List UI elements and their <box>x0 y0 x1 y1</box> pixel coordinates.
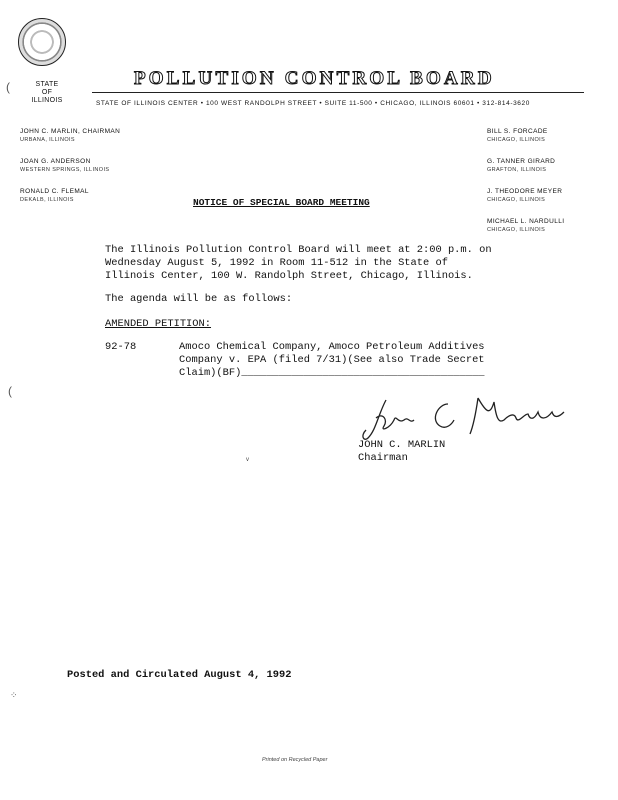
state-line-2: OF <box>41 89 53 96</box>
member <box>487 218 597 234</box>
margin-mark: ( <box>8 384 12 398</box>
state-line-3: ILLINOIS <box>31 97 63 104</box>
member-location: DEKALB, ILLINOIS <box>20 197 74 203</box>
board-address: STATE OF ILLINOIS CENTER • 100 WEST RANDOLPH STREET • SUITE 11-500 • CHICAGO, ILLINOIS 60601 • 312-814-3620 <box>96 100 530 107</box>
signer-title: Chairman <box>358 452 408 464</box>
header-rule <box>92 92 584 93</box>
stray-mark: v <box>246 457 249 463</box>
board-title: POLLUTION CONTROL BOARD <box>134 68 495 89</box>
member <box>20 158 180 174</box>
margin-mark: ( <box>6 80 10 94</box>
member-location: CHICAGO, ILLINOIS <box>487 197 546 203</box>
member-name: BILL S. FORCADE <box>487 128 548 135</box>
agenda-intro: The agenda will be as follows: <box>105 293 293 305</box>
members-left <box>20 128 180 218</box>
state-seal <box>18 18 66 66</box>
member <box>487 128 597 144</box>
member-location: CHICAGO, ILLINOIS <box>487 227 546 233</box>
state-label <box>20 81 74 105</box>
notice-title: NOTICE OF SPECIAL BOARD MEETING <box>193 197 370 208</box>
member-name: JOAN G. ANDERSON <box>20 158 91 165</box>
member-name: G. TANNER GIRARD <box>487 158 556 165</box>
posted-date: Posted and Circulated August 4, 1992 <box>67 669 292 681</box>
member <box>20 128 180 144</box>
member-location: CHICAGO, ILLINOIS <box>487 137 546 143</box>
member <box>20 188 180 204</box>
agenda-item-text: Amoco Chemical Company, Amoco Petroleum Additives Company v. EPA (filed 7/31)(See also Trade Secret Claim)(BF)_______________________________________ <box>179 341 485 379</box>
members-right <box>487 128 597 248</box>
member-name: J. THEODORE MEYER <box>487 188 563 195</box>
meeting-paragraph: The Illinois Pollution Control Board will meet at 2:00 p.m. on Wednesday August 5, 1992 in Room 11-512 in the State of Illinois Center, 100 W. Randolph Street, Chicago, Illinois. <box>105 244 492 282</box>
member-location: GRAFTON, ILLINOIS <box>487 167 547 173</box>
member-name: RONALD C. FLEMAL <box>20 188 89 195</box>
section-heading: AMENDED PETITION: <box>105 318 212 330</box>
agenda-item-number: 92-78 <box>105 341 137 353</box>
member-location: URBANA, ILLINOIS <box>20 137 75 143</box>
member-location: WESTERN SPRINGS, ILLINOIS <box>20 167 110 173</box>
member <box>487 158 597 174</box>
recycled-paper-note: Printed on Recycled Paper <box>262 757 328 763</box>
member-name: JOHN C. MARLIN, CHAIRMAN <box>20 128 121 135</box>
margin-mark: ⁘ <box>10 690 18 700</box>
member-name: MICHAEL L. NARDULLI <box>487 218 565 225</box>
state-line-1: STATE <box>35 81 59 88</box>
signer-name: JOHN C. MARLIN <box>358 439 446 451</box>
member <box>487 188 597 204</box>
